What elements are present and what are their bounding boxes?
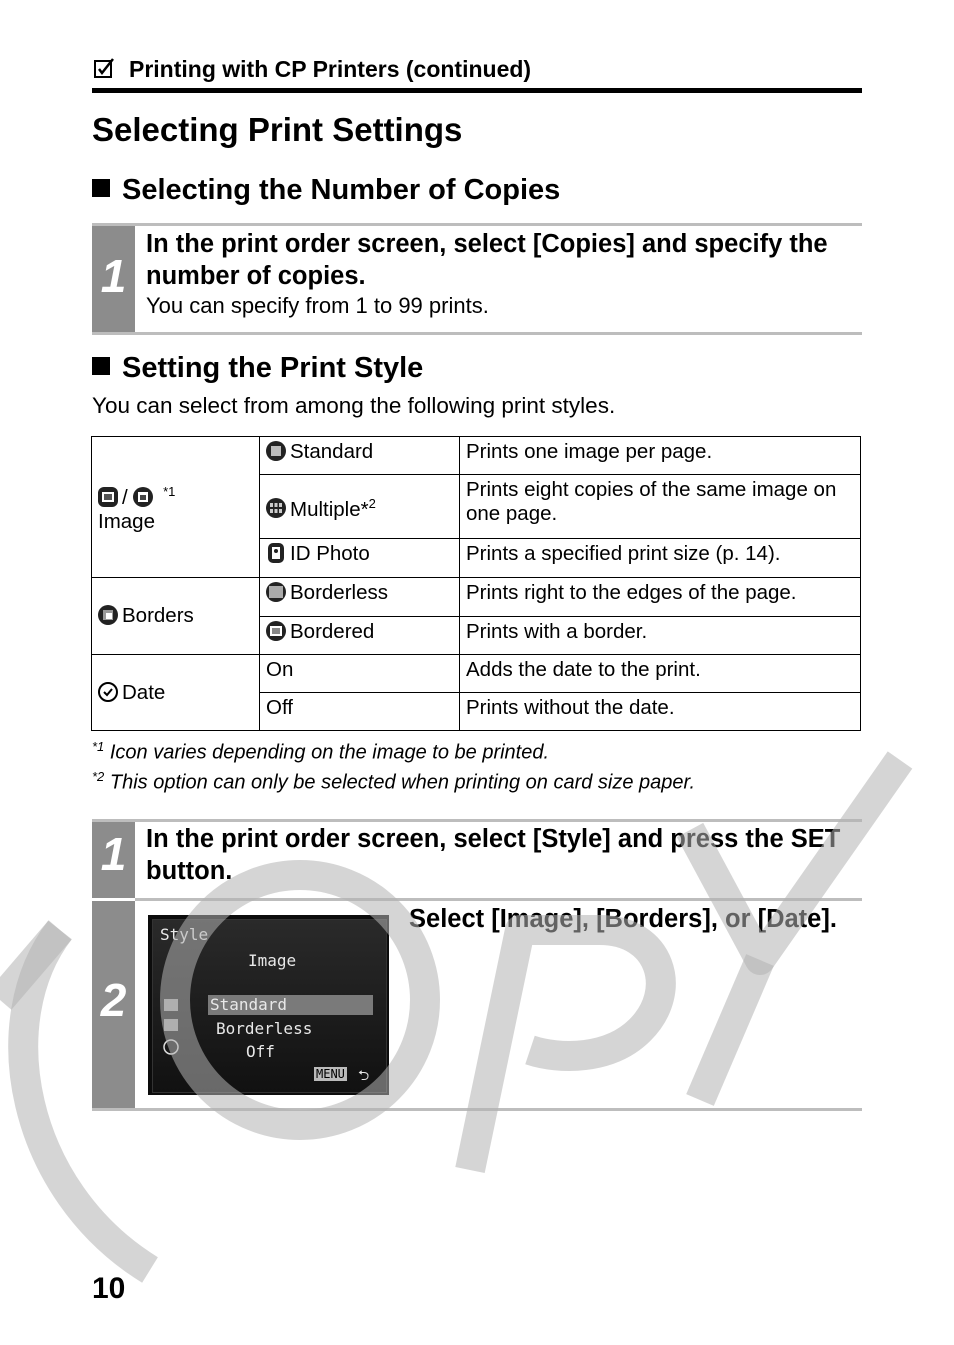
page-title: Selecting Print Settings	[92, 111, 463, 148]
table-row	[92, 655, 861, 693]
copies-heading-text: Selecting the Number of Copies	[122, 174, 561, 206]
footnote-2	[92, 764, 695, 796]
copies-step	[92, 223, 862, 335]
option-text: Multiple*	[290, 497, 369, 521]
footnote-mark: *1	[163, 484, 176, 500]
date-clock-icon	[98, 682, 118, 702]
option-text: Standard	[290, 440, 374, 463]
option-text: Borderless	[290, 581, 388, 604]
step-number: 1	[100, 250, 127, 302]
option-standard	[260, 437, 460, 475]
bordered-icon	[266, 621, 286, 641]
print-check-icon	[94, 58, 114, 78]
lcd-row-borderless: Borderless	[216, 1019, 313, 1038]
step-bottom-rule	[92, 1108, 862, 1111]
step-top-rule	[92, 223, 862, 226]
step-instruction: In the print order screen, select [Copies] and specify the number of copies.	[146, 230, 828, 290]
lcd-title: Style	[160, 925, 209, 944]
borders-icon	[98, 605, 118, 625]
footnote-mark: 2	[368, 495, 376, 511]
step-bottom-rule	[92, 332, 862, 335]
desc-borderless: Prints right to the edges of the page.	[460, 578, 861, 617]
step-2	[92, 901, 862, 1109]
lcd-menu-label: MENU	[316, 1067, 345, 1081]
footnote-text: Icon varies depending on the image to be printed.	[104, 741, 550, 764]
slash-text: /	[122, 485, 128, 509]
square-bullet-icon	[92, 357, 110, 375]
print-style-table	[91, 436, 861, 731]
footnote-text: This option can only be selected when printing on card size paper.	[104, 771, 696, 794]
style-heading-text: Setting the Print Style	[122, 352, 424, 384]
table-row	[92, 437, 861, 475]
footnote-mark: *1	[92, 739, 105, 754]
step-top-rule	[92, 819, 862, 822]
footnote-mark: *2	[92, 769, 105, 784]
option-id-photo	[260, 539, 460, 578]
category-label: Image	[98, 509, 155, 533]
option-borderless	[260, 578, 460, 617]
desc-standard: Prints one image per page.	[460, 437, 861, 475]
camera-lcd-screenshot	[148, 915, 389, 1095]
category-image	[92, 437, 260, 578]
step-note: You can specify from 1 to 99 prints.	[146, 293, 489, 318]
lcd-row-icons	[162, 997, 182, 1057]
lcd-subtitle: Image	[248, 951, 297, 970]
table-row	[92, 578, 861, 617]
borderless-icon	[266, 582, 286, 602]
category-date	[92, 655, 260, 731]
category-borders	[92, 578, 260, 655]
desc-off: Prints without the date.	[460, 693, 861, 731]
lcd-row-standard: Standard	[210, 995, 288, 1014]
style-steps	[92, 819, 862, 1111]
option-on: On	[260, 655, 460, 693]
lcd-row-off: Off	[246, 1042, 275, 1061]
desc-bordered: Prints with a border.	[460, 617, 861, 655]
image-print-icon	[98, 487, 118, 507]
category-label: Date	[122, 680, 166, 704]
category-label: Borders	[122, 604, 194, 627]
image-alt-icon	[133, 487, 153, 507]
option-text: Bordered	[290, 620, 375, 643]
option-bordered	[260, 617, 460, 655]
header-rule	[92, 88, 862, 93]
style-intro: You can select from among the following print styles.	[92, 393, 616, 418]
step-number: 1	[100, 828, 127, 880]
desc-multiple: Prints eight copies of the same image on one page.	[460, 475, 861, 539]
standard-icon	[266, 441, 286, 461]
step-instruction: Select [Image], [Borders], or [Date].	[409, 905, 837, 933]
step-number: 2	[100, 974, 127, 1026]
copies-heading	[92, 171, 560, 209]
option-multiple	[260, 475, 460, 539]
style-heading	[92, 349, 423, 387]
multiple-icon	[266, 498, 286, 518]
running-header	[92, 54, 862, 88]
option-off: Off	[260, 693, 460, 731]
option-text: ID Photo	[290, 542, 370, 565]
square-bullet-icon	[92, 179, 110, 197]
step-instruction: In the print order screen, select [Style] and press the SET button.	[146, 825, 841, 885]
page-number: 10	[92, 1272, 126, 1305]
desc-id-photo: Prints a specified print size (p. 14).	[460, 539, 861, 578]
lcd-return-icon: ⮌	[358, 1068, 370, 1084]
id-photo-icon	[266, 543, 286, 563]
running-header-title: Printing with CP Printers (continued)	[129, 56, 532, 82]
footnote-1	[92, 734, 549, 766]
desc-on: Adds the date to the print.	[460, 655, 861, 693]
